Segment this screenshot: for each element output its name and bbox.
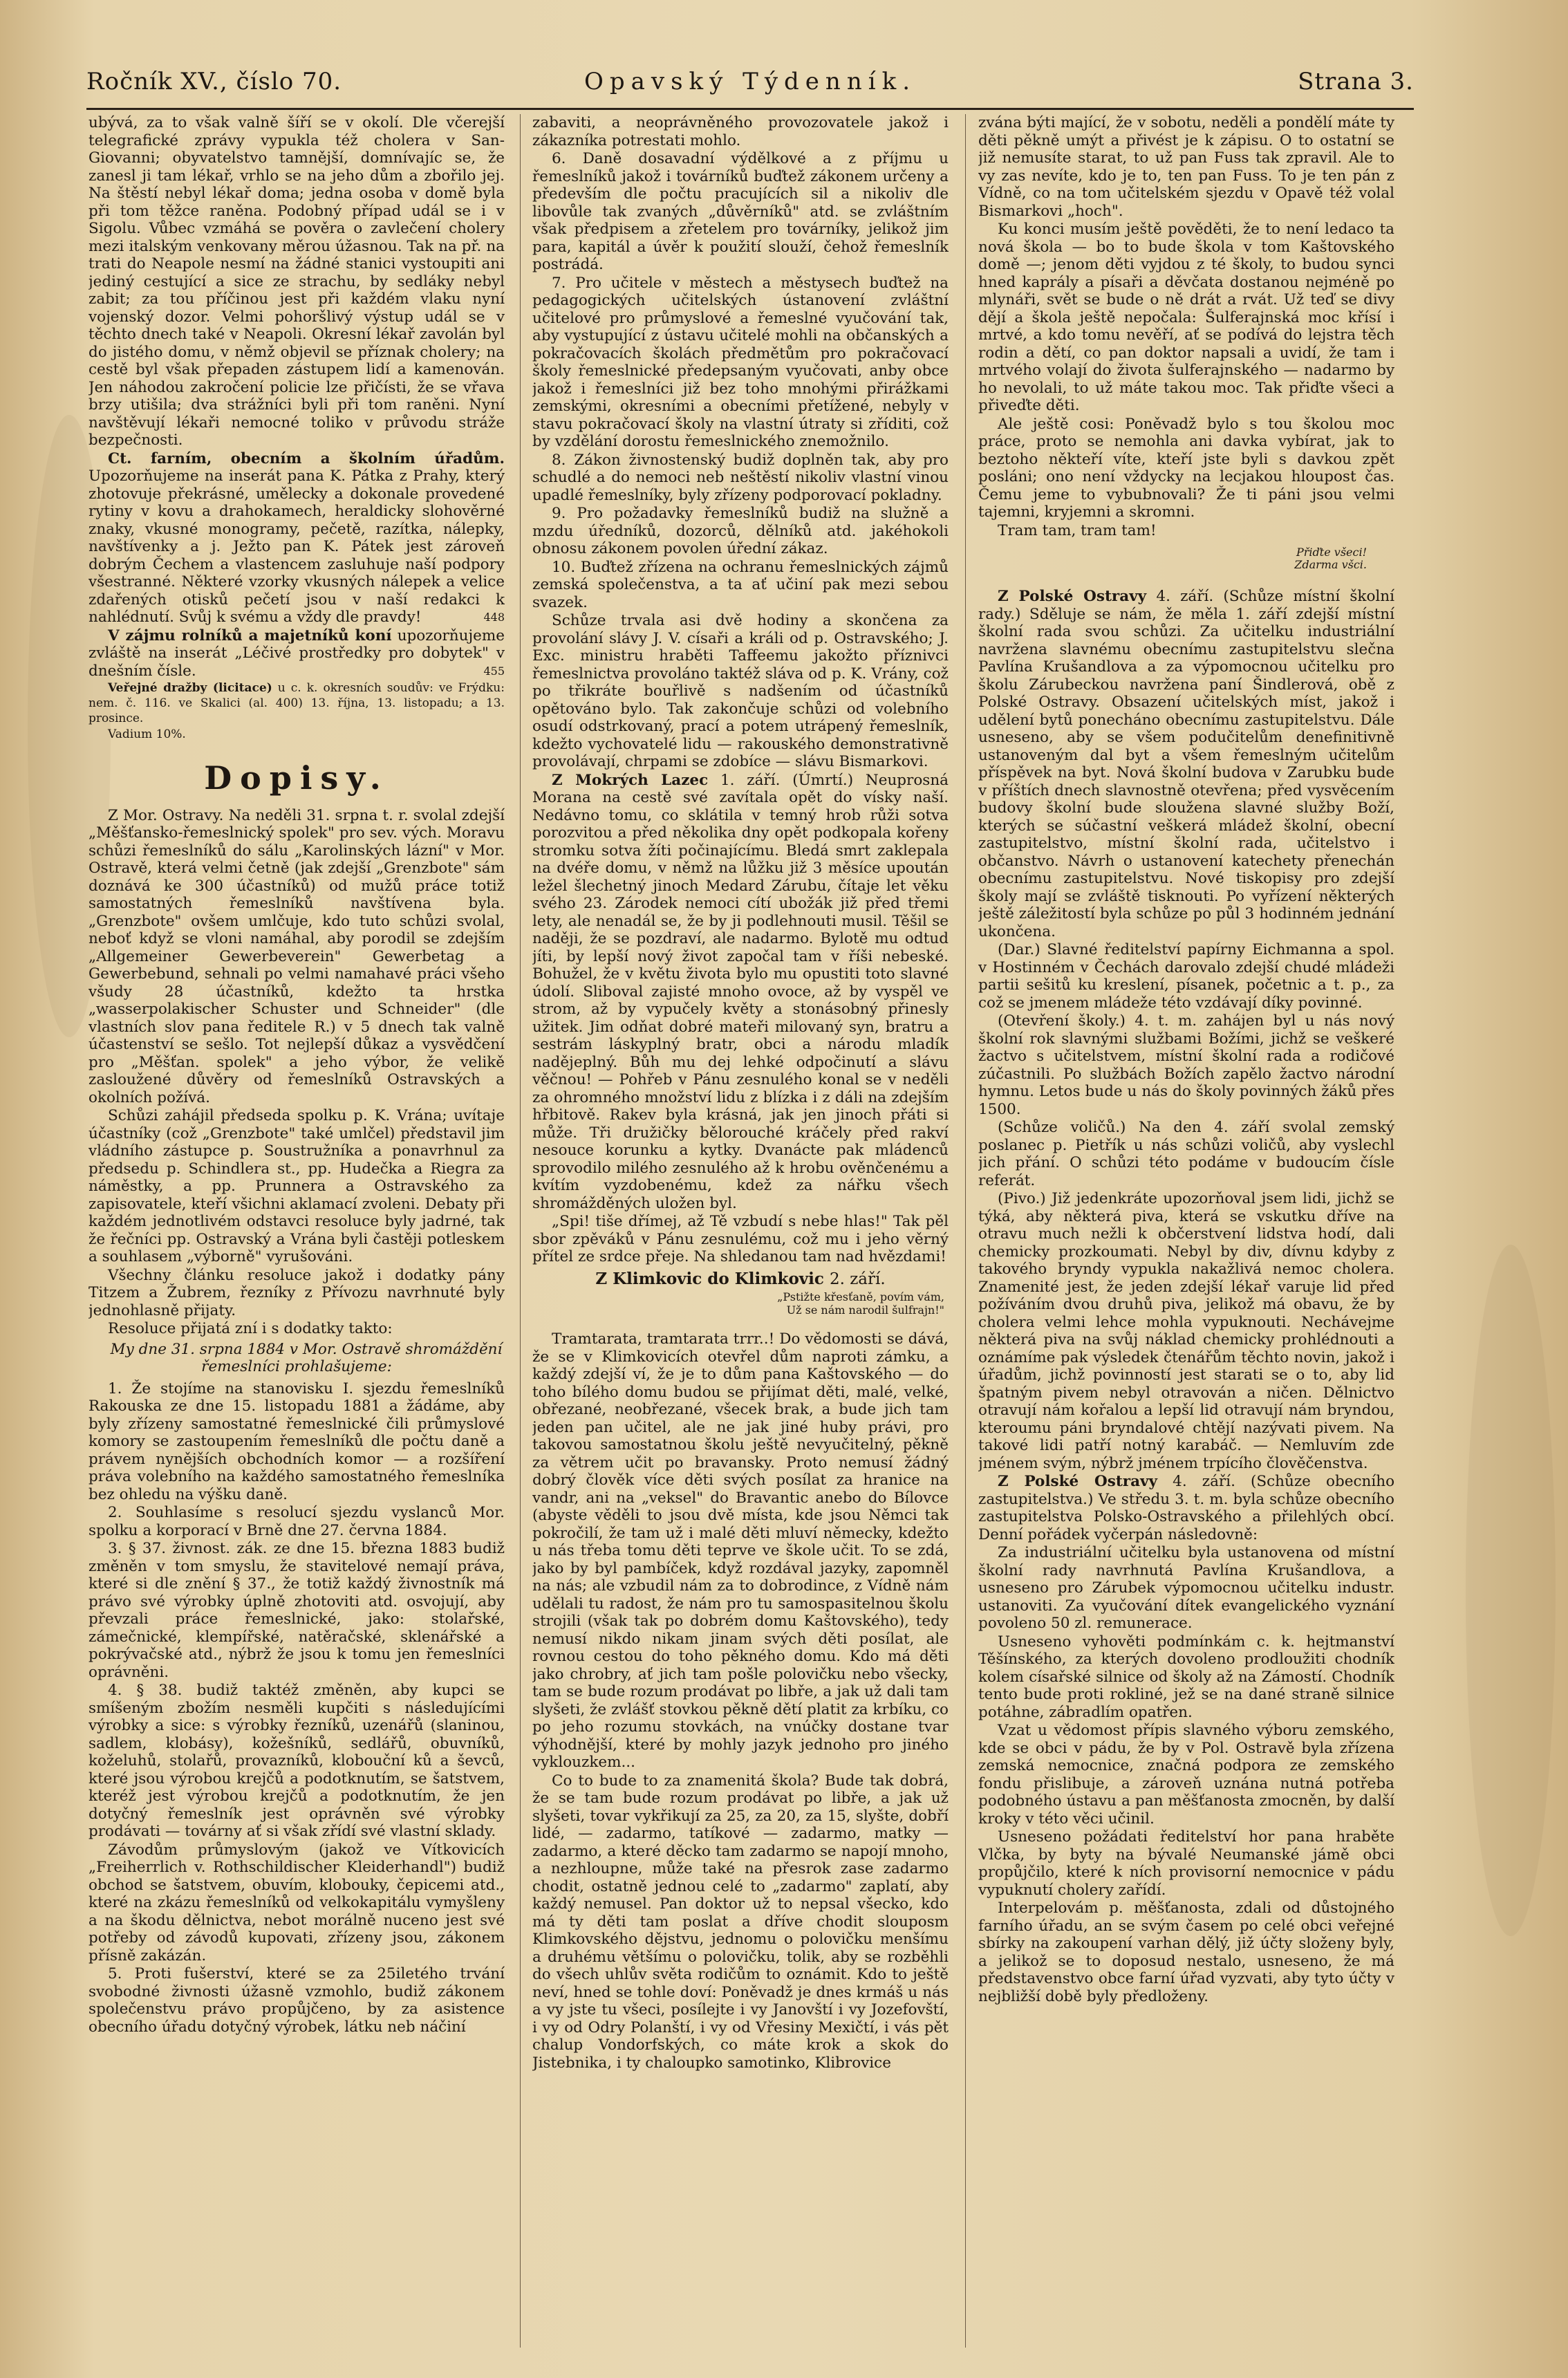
letter-paragraph: (Schůze voličů.) Na den 4. září svolal zemský poslanec p. Pietřík u nás schůzi voličů, aby vyslechl jich přání. O schůzi této podáme v budoucím čísle referát.: [978, 1119, 1394, 1189]
resolution-point: 9. Pro požadavky řemeslníků budiž na služně a mzdu úředníků, dozorců, dělníků atd. jakéhokoli obnosu zákonem povolen úřední zákaz.: [532, 505, 949, 557]
meeting-close: Schůze trvala asi dvě hodiny a skončena za provolání slávy J. V. císaři a králi od p. Ostravského; J. Exc. ministru hraběti Taffeemu jakožto příznivci řemeslnictva provoláno taktéž sláva od p. K. Vrány, což po třikráte bouřlivě s nadšením od účastníků opětováno bylo. Tak zakončuje schůzi od volebního osudí odstrkovaný, prací a potem utrápený řemeslník, kdežto vychovatelé lidu — rakouského demonstrativně provolávají, chrpami se zdobíce — slávu Bismarkovi.: [532, 612, 949, 770]
letter-heading: Z Mokrých Lazec: [552, 771, 709, 789]
column-1: [88, 114, 505, 2361]
notice-engraver: [88, 450, 505, 626]
letter-paragraph: Schůzi zahájil předseda spolku p. K. Vrána; uvítaje účastníky (což „Grenzbote" také umlčel) představil jim vládního zástupce p. Soustružníka a ponavrhnul za předsedu p. Schindlera st., pp. Hudečka a Riegra za náměstky, a pp. Prunnera a Ostravského za zapisovatele, kteří všichni aklamací zvoleni. Debaty při každém jednotlivém odstavci resoluce byly jadrné, tak že řečníci pp. Ostravský a Vrána byli častěji potleskem a souhlasem „výborně" vyrušováni.: [88, 1107, 505, 1265]
letter-paragraph: „Spi! tiše dřímej, až Tě vzbudí s nebe hlas!" Tak pěl sbor zpěváků v Pánu zesnulému, což mu i jeho věrný přítel ze srdce přeje. Na shledanou tam nad hvězdami!: [532, 1213, 949, 1265]
paper-stain: [1466, 1245, 1556, 1936]
epigraph-line: Už se nám narodil šulfrajn!": [786, 1303, 944, 1317]
resolution-point: 3. § 37. živnost. zák. ze dne 15. března 1883 budiž změněn v tom smyslu, že stavitelové nemají práva, které si dle znění § 37., že totiž každý živnostník má právo své výrobky úplně zhotoviti atd. osvojují, aby převzali práce řemeslnické, jako: stolařské, zámečnické, klempířské, natěračské, sklenářské a pokrývačské atd., nýbrž že jsou k tomu jen řemeslníci oprávněni.: [88, 1540, 505, 1681]
notice-text: Upozorňujeme na inserát pana K. Pátka z Prahy, který zhotovuje překrásné, umělecky a dokonale provedené rytiny v kovu a drahokamech, heraldicky slohověrné znaky, vkusné monogramy, pečetě, razítka, nálepky, navštívenky a j. Ježto pan K. Pátek jest zároveň dobrým Čechem a vlastencem zasluhuje naší podpory všestranné. Některé vzorky vkusných nálepek a velice zdařených otisků pečetí jsou v naší redakci k nahlédnutí. Svůj k svému a vždy dle pravdy!: [88, 467, 505, 626]
letter-paragraph: (Pivo.) Již jedenkráte upozorňoval jsem lidi, jichž se týká, aby některá piva, která se vskutku dříve na otravu much nežli k občerstvení lidstva hodí, dali chemicky prozkoumati. Nebyl by div, dívnu kdyby z takového bryndy vypukla nakažlivá nemoc cholera. Znamenité jest, že jeden zdejší lékař varuje lid před požíváním dvou druhů piva, jelikož má obavu, že by cholera velmi lehce mohla vypuknouti. Nechávejme některá piva na svůj náklad chemicky prohlédnouti a oznámíme pak výsledek čtenářům těchto novin, jakož i úřadům, jichž povinností jest starati se o to, aby lid špatným pivem nebyl otravován a ničen. Dělnictvo otravují nám kořalou a lepší lid otravují nám bryndou, kteroumu páni bryndalové chtějí nazývati pivem. Na takové lidi patří notný karabáč. — Nemluvím zde jménem svým, nýbrž jménem trpícího člověčenstva.: [978, 1190, 1394, 1472]
letter-paragraph: Tram tam, tram tam!: [998, 521, 1157, 539]
resolution-point: 5. Proti fušerství, které se za 25iletého trvání svobodné živnosti úžasně vzmohlo, budiž zákonem společenstvu právo propůjčeno, by za asistence obecního úřadu dotyčný výrobek, látku neb náčiní: [88, 1965, 505, 2036]
section-title-dopisy: Dopisy.: [204, 759, 389, 797]
letter-text: 1. září. (Úmrtí.) Neuprosná Morana na cestě své zavítala opět do vísky naší. Nedávno tomu, co sklátila v temný hrob růži sotva porozvitou a před několika dny opět podkopala kořeny stromku sotva žíti počinajícímu. Bledá smrt zaklepala na dvéře domu, v němž na lůžku již 3 měsíce upoután ležel šlechetný jinoch Medard Zárubu, čítaje let věku svého 23. Zárodek nemoci cítí ubožák již před třemi lety, ale nenadál se, že by ji podlehnouti musil. Těšil se naději, že se pozdraví, ale nadarmo. Bylotě mu odtud jíti, by lepší nový život započal tam v říši nebeské. Bohužel, že v květu života bylo mu opustiti toto slavné údolí. Sliboval zajisté mnoho ovoce, až by vyspěl ve strom, až by vypučely květy a stonásobný přinesly užitek. Jim odňat dobré mateři milovaný syn, bratru a sestrám láskyplný bratr, obci a národu mladík nadějeplný. Bůh mu dej lehké odpočinutí a slávu věčnou! — Pohřeb v Pánu zesnulého konal se v neděli za ohromného množství lidu z blízka i z dáli na zdejším hřbitově. Rakev byla krásná, jak jen jinoch přáti si může. Tři družičky bělorouché kráčely před rakví nesouce korunku a kytky. Dvanácte pak mládenců sprovodilo milého zesnulého až k hrobu ověnčenému a kvítím vyzdobenému, kdež za nářku všech shromážděných uložen byl.: [532, 771, 949, 1212]
epigraph-line: „Pstižte křesťaně, povím vám,: [777, 1290, 944, 1303]
letter-paragraph: Ale ještě cosi: Poněvadž bylo s tou školou moc práce, proto se nemohla ani davka vybírat, jak to beztoho někteří víte, kteří jste byli s davkou zpět posláni; ono není vždycky na lecjakou hloupost čas. Čemu jeme to vybubnovali? Že ti páni jsou velmi tajemni, kryjemni a skromni.: [978, 415, 1394, 521]
letter-paragraph: Resoluce přijatá zní i s dodatky takto:: [108, 1320, 393, 1337]
letter-text: 4. září. (Schůze místní školní rady.) Sděluje se nám, že měla 1. září zdejší místní školní rada svou schůzi. Za učitelku industriální navržena slavnému obecnímu zastupitelstvu slečna Pavlína Krušandlova a za výpomocnou učitelku pro školu Zárubeckou navržena paní Šindlerová, obě z Polské Ostravy. Obsazení učitelských míst, jakož i udělení bytů ponecháno obecnímu zastupitelstvu. Dále usneseno, aby se všem podučitelům denefinitivně ustanoveným dal byt a všem řemeslným učitelům příspěvek na byt. Nová školní budova v Zarubku bude v příštích dnech slavnostně otevřena; před vysvěcením budovy školní bude sloužena slavné služby Boží, kterých se súčastní veškerá mládež školní, obecní zastupitelstvo, místní školní rada, učitelstvo i občanstvo. Návrh o ustanovení katechety přenechán obecnímu zastupitelstvu. Nové tiskopisy pro zdejší školy mají se zvláště tisknouti. Po vyřízení některých ještě záležitostí byla schůze po půl 3 hodinném jednání ukončena.: [978, 588, 1394, 940]
notice-number: 455: [483, 664, 505, 678]
notice-heading: Veřejné dražby (licitace): [108, 681, 272, 695]
signature-line: Zdarma všci.: [1294, 558, 1367, 571]
article-cholera-italy: ubývá, za to však valně šíří se v okolí. Dle včerejší telegrafické zprávy vypukla též cholera v San-Giovanni; obyvatelstvo tamnější, domnívajíc se, že zanesl ji tam lékař, vrhlo se na jeho dům a zbořilo jej. Na štěstí nebyl lékař doma; jedna osoba v domě byla při tom těžce raněna. Podobný případ udál se i v Sigolu. Vůbec vzmáhá se pověra o zavlečení cholery mezi italským venkovany měrou úžasnou. Tak na př. na trati do Neapole nesmí na žádné stanici vystoupiti ani jediný cestující a sice ze strachu, by sedláky nebyl zabit; za tou příčinou jest při každém vlaku nyní vojenský dozor. Velmi pohoršlivý výstup udál se v těchto dnech také v Neapoli. Okresní lékař zavolán byl do jistého domu, v němž objevil se příznak cholery; na cestě byl však přepaden zástupem lidí a kamenován. Jen náhodou zakročení policie lze přičísti, že se vřava brzy utišila; dva strážníci byli při tom raněni. Nyní navštěvují lékaři nemocné toliko v průvodu stráže bezpečnosti.: [88, 114, 505, 449]
resolution-point: 7. Pro učitele v městech a městysech buďtež na pedagogických učitelských ústanovení zvláštní učitelové pro průmyslové a řemeslné vyučování tak, aby vystupující z ústavu učitelé mohli na občanských a pokračovacích školách předmětům pro pokračovací školy řemeslnické předepsaným vyučovati, anby obce jakož i řemeslníci již bez toho mnohými přirážkami zemskými, okresními a obecními přetížené, nebyly v stavu pokračovací školy na vlastní útraty si zříditi, což by vzdělání dorostu řemeslnického znemožnilo.: [532, 274, 949, 450]
letter-paragraph: Co to bude to za znamenitá škola? Bude tak dobrá, že se tam bude rozum prodávat po libře, a jak už slyšeti, tovar vykřikují za 25, za 20, za 15, slyšte, dobří lidé, — zadarmo, tatíkové — zadarmo, matky — zadarmo, a které děcko tam zadarmo se napojí mnoho, a nezhloupne, může také na přesrok zase zadarmo chodit, ostatně jednou celé to „zadarmo" zaplatí, aby každý nemusel. Pan doktor už to nepsal všecko, kdo má ty děti tam poslat a dříve chodit slouposm Klimkovského dějstvu, jednomu o polovičku menšímu a druhému většímu o polovičku, tolik, aby se rozběhli do všech uhlův světa rodičům to oznámit. Kdo to ještě neví, hned se tohle doví: Poněvadž je dnes krmáš u nás a vy jste tu všeci, posílejte i vy Janovští i vy Jozefovští, i vy od Odry Polanští, i vy od Vřesiny Mexičtí, i vás pět chalup Vondorfských, co máte krok a skok do Jistebnika, i ty chaloupko samotinko, Klibrovice: [532, 1772, 949, 2072]
letter-klimkovice: Tramtarata, tramtarata trrr..! Do vědomosti se dává, že se v Klimkovicích otevřel dům naproti zámku, a každý zdejší ví, že je to dům pana Kaštovského — do toho bílého domu budou se přijímat děti, malé, velké, obřezané, neobřezané, všecek brak, a bude jich tam jeden pan učitel, ale ne jak jiné huby právi, pro takovou samostatnou školu ještě nevyučitelný, pěkně za větrem učit po bravansky. Proto nemusí žádný dobrý člověk více děti svých posílat za hranice na vandr, ani na „veksel" do Bravantic anebo do Bílovce (abyste věděli to jsou dvě místa, kde jsou Němci tak pokročilí, že tam už i malé děti mluví německy, kdežto u nás třeba tomu děti teprve ve škole učit. To se zdá, jako by byl pambíček, když rozdával jazyky, zapomněl na nás; ale vzbudil nám za to dobrodince, z Vídně nám udělali tu radost, že nám pro tu samospasitelnou školu strojili (však tak po dobrém domu Kaštovského), tedy nemusí nikdo nikam jinam svých děti posílat, ale rovnou cestou do toho pěkného domu. Kdo má děti jako chrobry, ať jich tam pošle polovičku nebo všecky, tam se bude rozum prodávat po libře, a jak už dali tam slyšeti, že zvlášť stovkou pěkně dětí platit za krbíku, co po jeho rozumu stovkách, na vnúčky dostane tvar výhodnější, které by mohly jazyk jednoho pro jiného vyklouzkem...: [532, 1330, 949, 1771]
letter-paragraph: Usneseno vyhověti podmínkám c. k. hejtmanství Těšínského, za kterých dovoleno prodloužiti chodník kolem císařské silnice od školy až na Zámostí. Chodník tento bude proti rokliné, jež se na dané straně silnice potáhne, zábradlím opatřen.: [978, 1633, 1394, 1721]
letter-paragraph: Usneseno požádati ředitelství hor pana hraběte Vlčka, by byty na bývalé Neumanské jámě obci propůjčilo, které k ních provisorní nemocnice v pádu vypuknutí cholery zařídí.: [978, 1828, 1394, 1899]
notice-heading: V zájmu rolníků a majetníků koní: [108, 626, 392, 644]
letter-paragraph: Interpelovám p. měšťanosta, zdali od důstojného farního úřadu, an se svým časem po celé obci veřejné sbírky na zakoupení varhan dělý, již účty složeny byly, a jelikož se to doposud nestalo, usneseno, že má představenstvo obce farní úřad vyzvati, aby tyto účty v nejbližší době byly předloženy.: [978, 1899, 1394, 2005]
notice-number: 448: [483, 611, 505, 624]
column-divider: [520, 114, 521, 2348]
notice-text: u c. k. okresních soudův: ve Frýdku: nem. č. 116. ve Skalici (al. 400) 13. října, 13. listopadu; a 13. prosince.: [88, 681, 505, 725]
resolution-point: 10. Buďtež zřízena na ochranu řemeslnických zájmů zemská společenstva, a ta ať učiní pak mezi sebou svazek.: [532, 558, 949, 611]
page-number: Strana 3.: [1298, 68, 1414, 95]
letter-paragraph: Za industriální učitelku byla ustanovena od místní školní rady navrhnutá Pavlína Krušandlova, a usneseno pro Zárubek výpomocnou učitelku industr. ustanoviti. Za vyučování dítek evangelického vyznání povoleno 50 zl. remunerace.: [978, 1544, 1394, 1632]
notice-auctions: [88, 680, 505, 726]
column-2: [532, 114, 949, 2361]
letter-text: 4. září. (Schůze obecního zastupitelstva.) Ve středu 3. t. m. byla schůze obecního zastupitelstva Polsko-Ostravského a přilehlých obcí. Denní pořádek vyčerpán následovně:: [978, 1473, 1394, 1543]
header-rule: [86, 108, 1414, 110]
resolution-point: 8. Zákon živnostenský budiž doplněn tak, aby pro schudlé a do nemoci neb neštěstí nikoliv vlastní vinou upadlé řemeslníky, byly zřízeny podporovací pokladny.: [532, 451, 949, 504]
letter-mokre-lazce: [532, 772, 949, 1213]
signature: [978, 546, 1367, 571]
letter-heading-klimkovice: [532, 1270, 949, 1289]
signature-line: Přiďte všeci!: [1296, 546, 1367, 559]
newspaper-title: Opavský Týdenník.: [584, 68, 917, 95]
letter-paragraph: (Dar.) Slavné ředitelství papírny Eichmanna a spol. v Hostinném v Čechách darovalo zdejší chudé mládeži partii sešitů ku kreslení, písanek, početnic a t. p., za což se jmenem mládeže této vzdávají díky povinné.: [978, 941, 1394, 1012]
notice-heading: Ct. farním, obecním a školním úřadům.: [108, 449, 505, 467]
letter-heading: Z Polské Ostravy: [998, 588, 1147, 605]
resolution-continued: zabaviti, a neoprávněného provozovatele jakož i zákazníka potrestati mohlo.: [532, 114, 949, 149]
letter-paragraph: Všechny článku resoluce jakož i dodatky pány Titzem a Žubrem, řezníky z Přívozu navrhnuté byly jednohlasně přijaty.: [88, 1266, 505, 1319]
letter-continued: zvána býti mající, že v sobotu, neděli a pondělí máte ty děti pěkně umýt a přivést je k zápisu. O to ostatní se již nemusíte starat, to už pan Fuss tak zpravil. Ale to vy zas nevíte, kdo je to, ten pan Fuss. To je ten pán z Vídně, co na tom učitelském sjezdu v Opavě též volal Bismarkovi „hoch".: [978, 114, 1394, 220]
notice-text: upozorňujeme zvláště na inserát „Léčivé prostředky pro dobytek" v dnešním čísle.: [88, 626, 505, 680]
notice-horse-owners: [88, 627, 505, 680]
page-header: [86, 62, 1414, 104]
column-divider: [965, 114, 966, 2348]
letter-paragraph: Ku konci musím ještě pověděti, že to není ledaco ta nová škola — bo to bude škola v tom Kaštovského domě —; jenom děti vyjdou z té školy, to budou synci hned kaprály a písaři a děvčata dostanou nejméně po mlynáři, svět se bude o ně drát a rvát. Už teď se divy dějí a škola ještě nepočala: Šulferajnská moc křísí i mrtvé, a kdo tomu nevěří, ať se podívá do lejstra těch rodin a dětí, co pan doktor napsali a uvidí, že tam i mrtvého volají do života šulferajnského — nadarmo by ho nevolali, to už máte takou moc. Tak přiďte všeci a přiveďte děti.: [978, 221, 1394, 414]
issue-label: Ročník XV., číslo 70.: [86, 68, 342, 95]
letter-polska-ostrava-2: [978, 1473, 1394, 1543]
letter-mor-ostrava: Z Mor. Ostravy. Na neděli 31. srpna t. r. svolal zdejší „Měšťansko-řemeslnický spolek" pro sev. vých. Moravu schůzi řemeslníků do sálu „Karolinských lázní" v Mor. Ostravě, která velmi četně (jak zdejší „Grenzbote" sám doznává ke 300 účastníků) od mužů práce totiž samostatných řemeslníků navštívena byla. „Grenzbote" ovšem umlčuje, kdo tuto schůzi svolal, neboť když se vloni namáhal, aby porodil se zdejším „Allgemeiner Gewerbeverein" Gewerbetag a Gewerbebund, sehnali po velmi namahavé práci všeho všudy 28 účastníků, kdežto ta hrstka „wasserpolakischer Schuster und Schneider" (dle vlastních slov pana ředitele R.) v 5 dnech tak valně účastenství se sešlo. Tot nejlepší důkaz a vysvědčení pro „Měšťan. spolek" a jeho výbor, že velikě zasloužené důvěry od řemeslníků Ostravských a okolních požívá.: [88, 806, 505, 1106]
resolution-point: 2. Souhlasíme s resolucí sjezdu vyslanců Mor. spolku a korporací v Brně dne 27. června 1884.: [88, 1504, 505, 1539]
letter-date: 2. září.: [829, 1270, 886, 1288]
resolution-point: 4. § 38. budiž taktéž změněn, aby kupci se smíšeným zbožím nesměli kupčiti s následujícími výrobky a sice: s výrobky řezníků, uzenářů (slaninou, sadlem, klobásy), kožešníků, sedlářů, obuvníků, koželuhů, stolařů, provazníků, klobouční ků a ševců, které jsou výrobou krejčů a podotknutím, se šatstvem, kteréž jest výrobou krejčů a podotknutím, že jen dotyčný řemeslník jest oprávněn své výrobky prodávati — továrny ať si však zřídí své vlastní sklady.: [88, 1682, 505, 1840]
letter-heading: Z Polské Ostravy: [998, 1473, 1158, 1490]
letter-polska-ostrava: [978, 588, 1394, 940]
letter-paragraph: (Otevření školy.) 4. t. m. zahájen byl u nás nový školní rok slavnými službami Božími, jichž se veškeré žactvo s učitelstvem, místní školní rada a rodičové zúčastnili. Po službách Božích zapělo žactvo národní hymnu. Letos bude u nás do školy povinných žáků přes 1500.: [978, 1012, 1394, 1118]
resolution-point: 6. Daně dosavadní výdělkové a z příjmu u řemeslníků jakož i továrníků buďtež zákonem určeny a především dle počtu pracujících sil a nikoliv dle libovůle tak zvaných „důvěrníků" atd. se zvláštním však předpisem a zřetelem pro továrníky, jelikož jim para, kapitál a úvěr k použití slouží, čehož řemeslník postrádá.: [532, 150, 949, 273]
column-3: [978, 114, 1394, 2361]
resolution-heading: My dne 31. srpna 1884 v Mor. Ostravě shromáždění řemeslníci prohlašujeme:: [110, 1340, 503, 1375]
letter-paragraph: Vzat u vědomost přípis slavného výboru zemského, kde se obci v pádu, že by v Pol. Ostravě byla zřízena zemská nemocnice, značná podpora ze zemského fondu přislibuje, a zároveň uznána nutná potřeba podobného ústavu a pan měšťanosta zmocněn, by další kroky v této věci učinil.: [978, 1722, 1394, 1828]
resolution-point: 1. Že stojíme na stanovisku I. sjezdu řemeslníků Rakouska ze dne 15. listopadu 1881 a žádáme, aby byly zřízeny samostatné řemeslnické čili průmyslové komory se zastoupením řemeslníků dle počtu daně a právem nynějších obchodních komor — a rozšíření práva volebního na každého samostatného řemeslníka bez ohledu na výšku daně.: [88, 1380, 505, 1503]
resolution-point: Závodům průmyslovým (jakož ve Vítkovicích „Freiherrlich v. Rothschildischer Kleiderhandl") budiž obchod se šatstvem, obuvím, klobouky, čepicemi atd., které na zkázu řemeslníků od velkokapitálu vymyšleny a na škodu dělnictva, nebot morálně nuceno jest své potřeby od závodů kupovati, zřízeny jsou, zákonem přísně zakázán.: [88, 1841, 505, 1964]
letter-heading: Z Klimkovic do Klimkovic: [595, 1269, 824, 1288]
epigraph: [532, 1290, 944, 1317]
notice-vadium: Vadium 10%.: [108, 727, 186, 741]
